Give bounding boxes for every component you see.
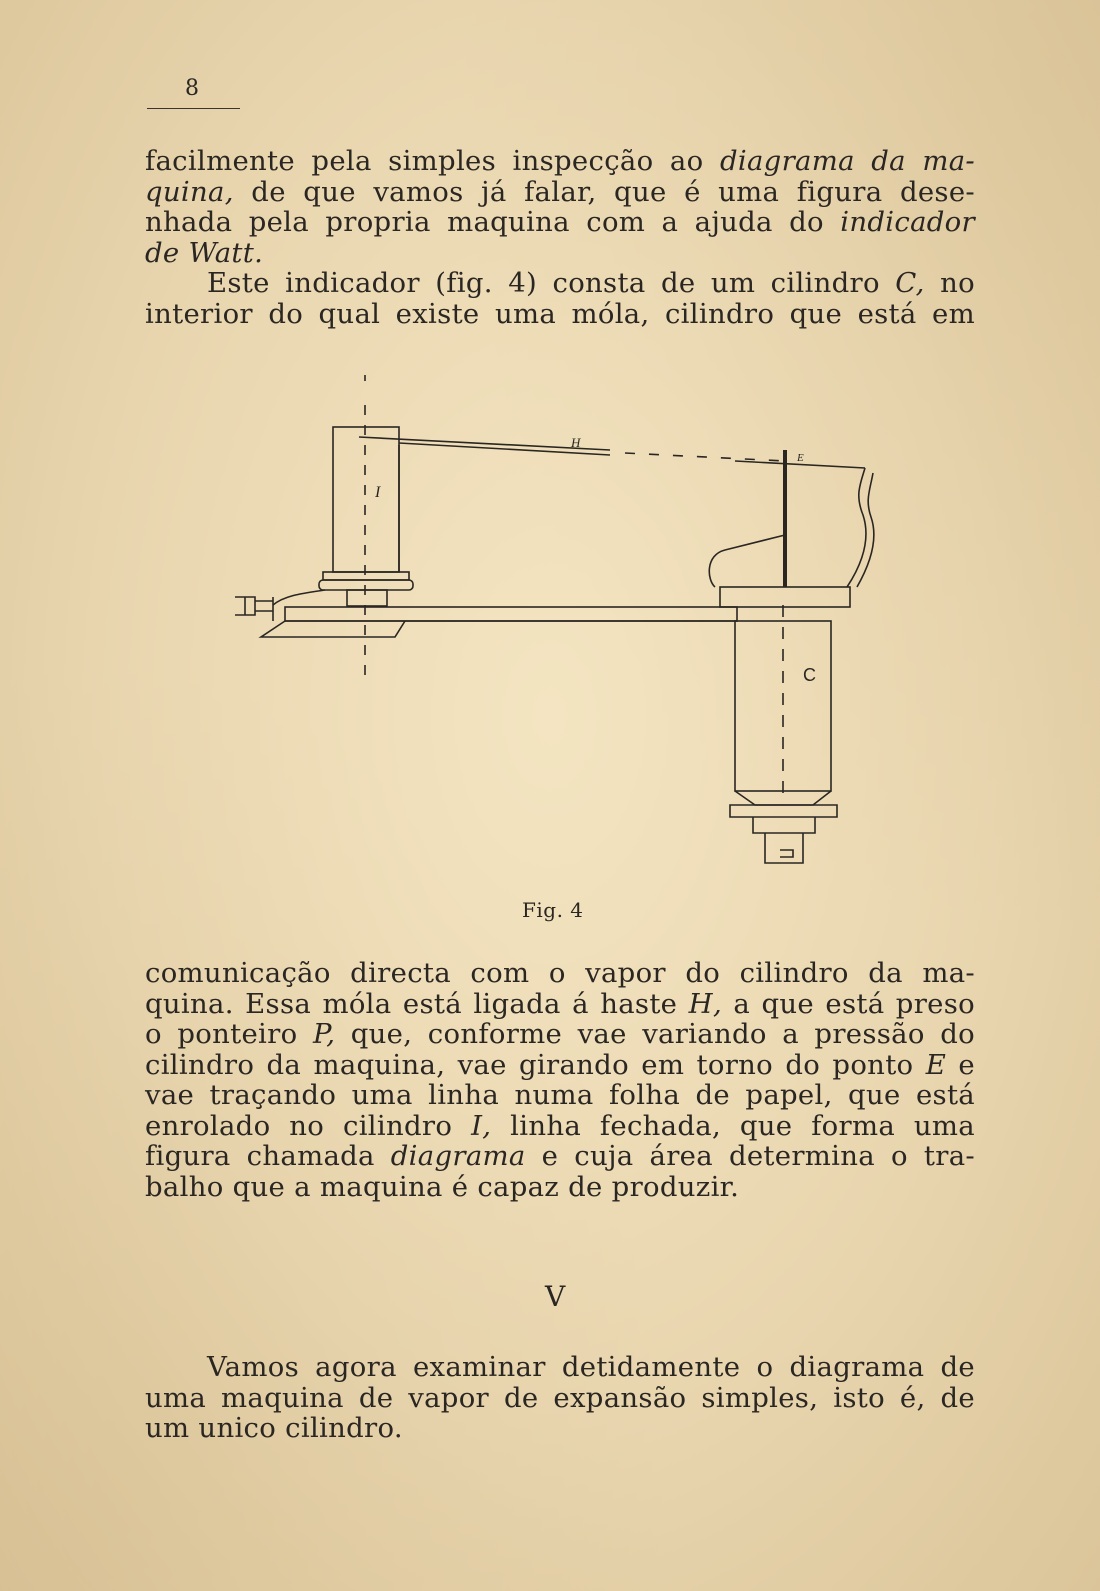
label-i: I [375, 484, 381, 501]
dashed-line [625, 453, 785, 461]
paragraph-1-line-2 [145, 177, 975, 208]
text-run: nhada pela propria maquina com a ajuda do [145, 206, 841, 238]
paragraph-4-line-1: Vamos agora examinar detidamente o diagrama de [207, 1351, 975, 1383]
paragraph-1-line-1 [145, 146, 975, 177]
italic-run: quina, [145, 175, 234, 208]
cylinder-flange [735, 791, 831, 805]
italic-run: E [925, 1048, 947, 1081]
italic-run: diagrama [390, 1140, 526, 1172]
italic-run: H, [688, 987, 722, 1020]
header-rule [147, 108, 240, 109]
connector [765, 833, 803, 863]
italic-run: I, [471, 1109, 492, 1142]
spring-link [709, 535, 785, 587]
text-run: no [924, 267, 975, 299]
paragraph-2-line-1 [145, 268, 975, 299]
cylinder-nut [753, 817, 815, 833]
text-run: enrolado no cilindro [145, 1109, 472, 1142]
paragraph-3-line-2 [145, 989, 975, 1020]
text-run: figura chamada [145, 1140, 391, 1172]
paragraph-3-line-5: vae traçando uma linha numa folha de papel, que está [145, 1079, 975, 1111]
platform [720, 587, 850, 607]
text-run: e cuja área determina o tra- [525, 1140, 975, 1172]
paragraph-4 [145, 1352, 975, 1444]
paragraph-3-line-4 [145, 1050, 975, 1081]
paragraph-1-line-3 [145, 207, 975, 238]
label-e: E [797, 452, 804, 464]
italic-run: diagrama da ma- [719, 145, 975, 177]
paragraph-2-line-2: interior do qual existe uma móla, cilindro que está em [145, 297, 975, 330]
drum-ring [319, 580, 413, 590]
text-run: Este indicador (fig. 4) consta de um cilindro [207, 267, 896, 299]
italic-run: C, [895, 267, 925, 299]
paragraph-3-line-1: comunicação directa com o vapor do cilindro da ma- [145, 957, 975, 989]
curved-lever [847, 468, 866, 587]
label-h: H [571, 435, 581, 450]
watt-indicator-figure [225, 375, 885, 885]
text-run: e [946, 1048, 976, 1081]
fitting-curve [273, 590, 325, 605]
italic-run: P, [312, 1018, 336, 1050]
watt-indicator-drawing [225, 375, 885, 885]
paragraph-3-line-8: balho que a maquina é capaz de produzir. [145, 1170, 740, 1203]
section-heading: V [545, 1280, 566, 1313]
figure-caption: Fig. 4 [522, 898, 584, 922]
paragraph-1 [145, 146, 975, 268]
italic-run: indicador [840, 206, 975, 238]
text-run: o ponteiro [145, 1018, 313, 1050]
cylinder-nut [730, 805, 837, 817]
paragraph-3-line-3 [145, 1019, 975, 1050]
paper-cylinder-outline [333, 427, 399, 572]
connector-detail [780, 850, 793, 857]
text-run: facilmente pela simples inspecção ao [145, 145, 720, 177]
paragraph-2 [145, 268, 975, 329]
italic-run: de Watt. [145, 236, 264, 269]
arm-bracket [261, 621, 405, 637]
label-c: C [803, 665, 816, 685]
text-run: de que vamos já falar, que é uma figura dese- [233, 175, 975, 208]
text-run: a que está preso [721, 987, 975, 1020]
paragraph-1-line-4 [145, 238, 975, 269]
drum-base [347, 590, 387, 606]
text-run: cilindro da maquina, vae girando em torno do ponto [145, 1048, 926, 1081]
page-number: 8 [185, 76, 199, 101]
connecting-arm [285, 607, 737, 621]
paragraph-4-line-3: um unico cilindro. [145, 1412, 403, 1444]
text-run: quina. Essa móla está ligada á haste [145, 987, 689, 1020]
text-run: que, conforme vae variando a pressão do [335, 1018, 975, 1050]
screw-fitting [235, 597, 273, 621]
paragraph-3-line-7 [145, 1141, 975, 1172]
text-run: linha fechada, que forma uma [491, 1109, 975, 1142]
paragraph-3 [145, 958, 975, 1202]
paragraph-4-line-2: uma maquina de vapor de expansão simples, isto é, de [145, 1381, 975, 1414]
drum-ring [323, 572, 409, 580]
paragraph-3-line-6 [145, 1111, 975, 1142]
